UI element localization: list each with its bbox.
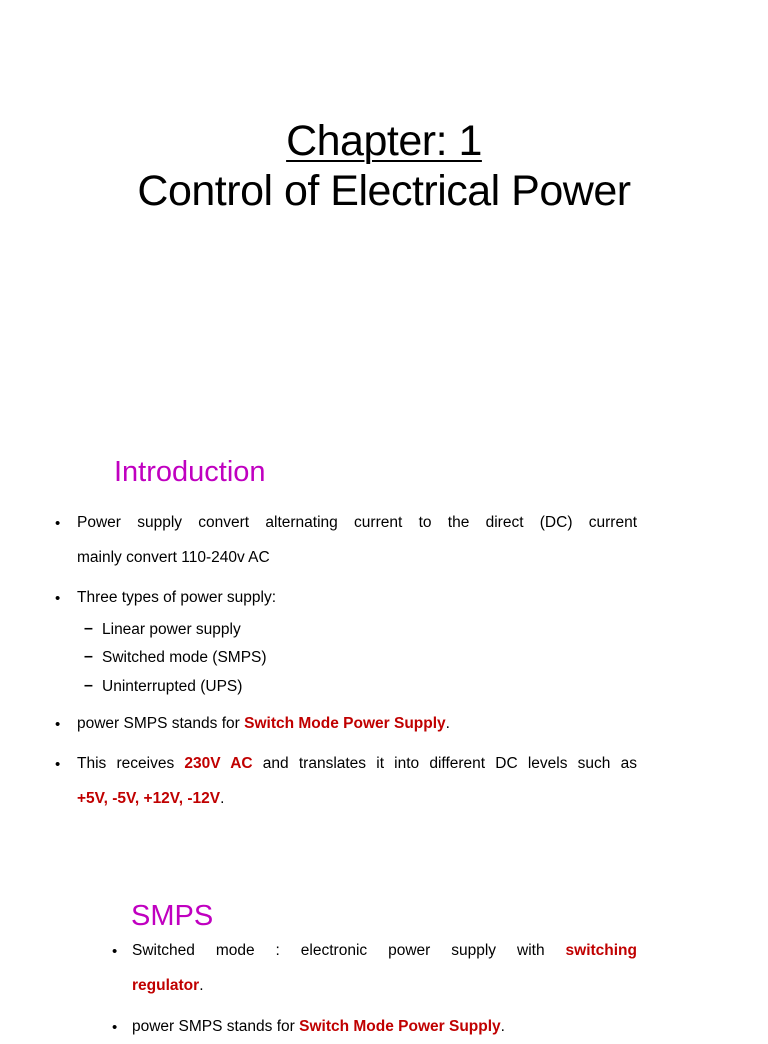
sub-bullet-dash: – xyxy=(84,677,93,694)
chapter-title: Control of Electrical Power xyxy=(137,167,631,215)
intro-bullet-2: Three types of power supply: xyxy=(77,589,277,606)
regulator-highlight: regulator xyxy=(132,977,200,994)
intro-bullet-4-line-2 xyxy=(77,781,224,816)
sub-bullet-dash: – xyxy=(84,648,93,665)
smps-heading: SMPS xyxy=(131,900,214,932)
smps-definition-highlight: Switch Mode Power Supply xyxy=(244,715,446,732)
bullet-4-middle: and translates it into different DC levels such as xyxy=(252,755,637,772)
smps-bullet-1-line-1 xyxy=(132,933,637,968)
bullet-dot: • xyxy=(55,515,61,532)
cropped-bullet-container xyxy=(0,1014,768,1036)
intro-bullet-1-line-2: mainly convert 110-240v AC xyxy=(77,549,270,566)
smps-bullet-1-line-2 xyxy=(132,968,204,1003)
intro-bullet-1-line-1: Power supply convert alternating current to the direct (DC) current xyxy=(77,514,637,531)
sub-item-smps: Switched mode (SMPS) xyxy=(102,649,267,666)
intro-bullet-4-line-1 xyxy=(77,746,637,781)
sub-bullet-dash: – xyxy=(84,620,93,637)
smps-bullet-2 xyxy=(132,1009,505,1044)
switching-highlight: switching xyxy=(565,942,637,959)
dc-levels-highlight: +5V, -5V, +12V, -12V xyxy=(77,790,221,807)
bullet-4-prefix: This receives xyxy=(77,755,185,772)
input-voltage-highlight: 230V AC xyxy=(184,755,253,772)
bullet-3-prefix: power SMPS stands for xyxy=(77,715,245,732)
bullet-dot: • xyxy=(55,756,61,773)
sub-item-linear: Linear power supply xyxy=(102,621,241,638)
smps-bullet-1-prefix: Switched mode : electronic power supply with xyxy=(132,942,566,959)
bullet-dot: • xyxy=(55,590,61,607)
bullet-3-suffix: . xyxy=(445,715,450,732)
smps-bullet-2-highlight: Switch Mode Power Supply xyxy=(299,1018,501,1035)
bullet-dot: • xyxy=(55,716,61,733)
chapter-heading: Chapter: 1 xyxy=(286,117,482,165)
smps-bullet-2-suffix: . xyxy=(500,1018,505,1035)
intro-bullet-3 xyxy=(77,706,450,741)
bullet-dot: • xyxy=(112,943,118,960)
introduction-heading: Introduction xyxy=(114,456,266,488)
bullet-4-suffix: . xyxy=(220,790,225,807)
sub-item-ups: Uninterrupted (UPS) xyxy=(102,678,243,695)
smps-bullet-1-suffix: . xyxy=(199,977,204,994)
smps-bullet-2-prefix: power SMPS stands for xyxy=(132,1018,300,1035)
bullet-dot: • xyxy=(112,1019,118,1036)
